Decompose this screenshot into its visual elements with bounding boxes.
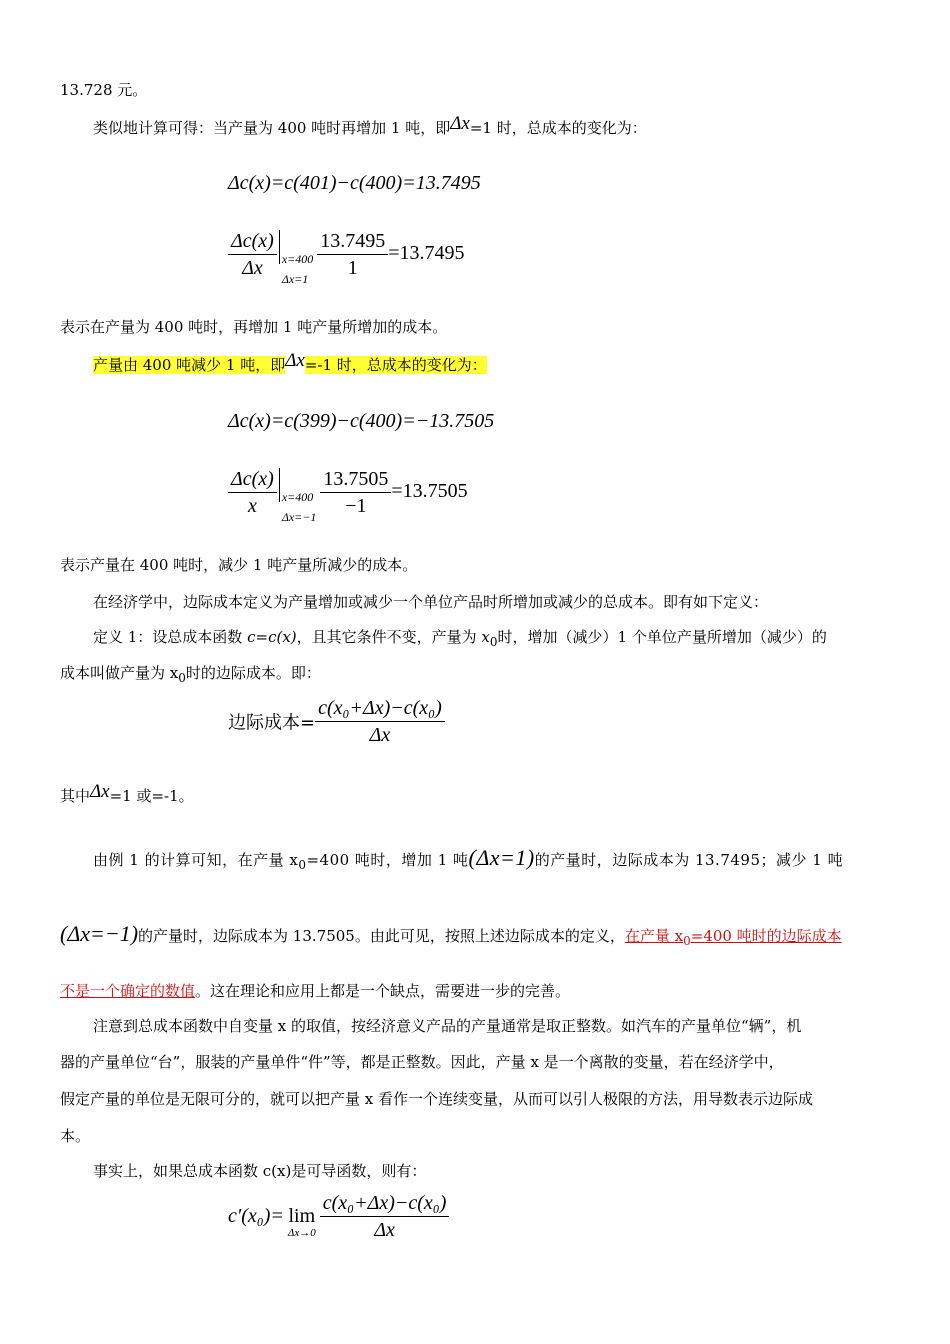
fraction [320,1190,450,1243]
eval-bar [279,468,280,502]
paragraph-15: 假定产量的单位是无限可分的，就可以把产量 x 看作一个连续变量，从而可以引人极限的方法，用导数表示边际成 [60,1090,814,1108]
eval-bar [279,230,280,264]
paragraph-2 [93,113,647,138]
text: 其中 [60,787,91,805]
eval-conditions [282,487,317,527]
fraction-rhs [317,228,388,281]
numerator: 13.7505 [320,466,391,493]
paragraph-13: 注意到总成本函数中自变量 x 的取值，按经济意义产品的产量通常是取正整数。如汽车的产量单位“辆”，机 [93,1017,802,1035]
paragraph-7: 定义 1：设总成本函数 c=c(x)，且其它条件不变，产量为 $x_0$时，增加（减少）1 个单位产量所增加（减少）的 [93,628,827,649]
highlighted-text: 在产量 $x_0=400$ 吨时的边际成本 [624,927,842,948]
equation-1: Δc(x)=c(401)−c(400)=13.7495 [228,172,481,194]
variable: x [481,628,490,646]
numerator: 13.7495 [317,228,388,255]
lhs: 边际成本= [228,712,316,734]
denominator: Δx [242,257,263,279]
paragraph-4-highlighted [93,350,487,375]
highlighted-text: 不是一个确定的数值 [60,982,196,1000]
fraction-lhs [228,466,277,519]
equation-2 [228,228,465,286]
text: =400 吨时，增加 1 吨 [306,851,469,869]
denominator: −1 [345,495,367,517]
paragraph-12 [60,981,570,1001]
lim-word: lim [288,1204,316,1227]
text: =1 时，总成本的变化为： [469,119,647,137]
paragraph-17: 事实上，如果总成本函数 c(x)是可导函数，则有： [93,1162,427,1180]
limit [288,1206,316,1240]
equation-3: Δc(x)=c(399)−c(400)=−13.7505 [228,410,495,432]
condition: x=400 [281,251,314,266]
equation-4 [228,466,468,524]
condition: Δx=−1 [281,509,317,524]
fraction-rhs [320,466,391,519]
denominator: 1 [347,257,358,279]
text: 类似地计算可得：当产量为 400 吨时再增加 1 吨，即 [93,119,451,137]
result: =13.7505 [391,480,468,503]
numerator: Δc(x) [228,466,277,493]
numerator: c(x₀+Δx)−c(x₀) [320,1190,450,1217]
equation-6 [228,1190,449,1243]
denominator: Δx [374,1219,395,1241]
fraction-lhs [228,228,277,281]
equation-5 [228,695,445,748]
text: 成本叫做产量为 x [60,664,179,682]
paragraph-11 [60,921,842,951]
text: 由例 1 的计算可知，在产量 x [93,851,299,869]
paragraph-14: 器的产量单位“台”，服装的产量单件“件”等，都是正整数。因此，产量 x 是一个离散的变量，若在经济学中， [60,1053,784,1071]
text: 时，增加（减少）1 个单位产量所增加（减少）的 [497,628,827,646]
condition: Δx=1 [281,271,309,286]
text: 的产量时，边际成本为 13.7495；减少 1 吨 [534,851,844,869]
numerator: c(x₀+Δx)−c(x₀) [315,695,445,722]
text: =1 或=-1。 [109,787,194,805]
paragraph-10: 由例 1 的计算可知，在产量 $x_0=400$ 吨时，增加 1 吨(Δx=1)的产量时，边际成本为 13.7495；减少 1 吨 [93,845,844,872]
delta-x-expression: (Δx=1) [468,845,535,870]
text: ，且其它条件不变，产量为 [296,628,482,646]
condition: x=400 [281,489,314,504]
delta-x-expression: (Δx=−1) [60,921,139,946]
paragraph-16: 本。 [60,1127,91,1145]
delta-x: Δx [90,781,110,802]
lhs: c′(x₀)= [228,1205,284,1227]
denominator: x [247,495,257,517]
lim-subscript: Δx→0 [287,1226,316,1239]
paragraph-5: 表示产量在 400 吨时，减少 1 吨产量所减少的成本。 [60,556,418,574]
text: 时的边际成本。即： [185,664,321,682]
delta-x: Δx [450,113,470,134]
paragraph-6: 在经济学中，边际成本定义为产量增加或减少一个单位产品时所增加或减少的总成本。即有如下定义： [93,593,769,611]
paragraph-3: 表示在产量为 400 吨时，再增加 1 吨产量所增加的成本。 [60,318,448,336]
text: 的产量时，边际成本为 13.7505。由此可见，按照上述边际成本的定义， [138,927,625,945]
numerator: Δc(x) [228,228,277,255]
text: 。这在理论和应用上都是一个缺点，需要进一步的完善。 [195,982,571,1000]
text: =-1 时，总成本的变化为： [304,356,487,374]
text: 定义 1：设总成本函数 [93,628,248,646]
function: c=c(x) [247,628,297,646]
paragraph-1: 13.728 元。 [60,81,148,99]
delta-x: Δx [285,350,305,371]
text: 产量由 400 吨减少 1 吨，即 [93,356,286,374]
denominator: Δx [369,724,391,746]
paragraph-9 [60,781,194,806]
eval-conditions [282,249,313,289]
result: =13.7495 [388,242,465,265]
paragraph-8: 成本叫做产量为 $x_0$时的边际成本。即： [60,664,321,685]
fraction [315,695,445,748]
